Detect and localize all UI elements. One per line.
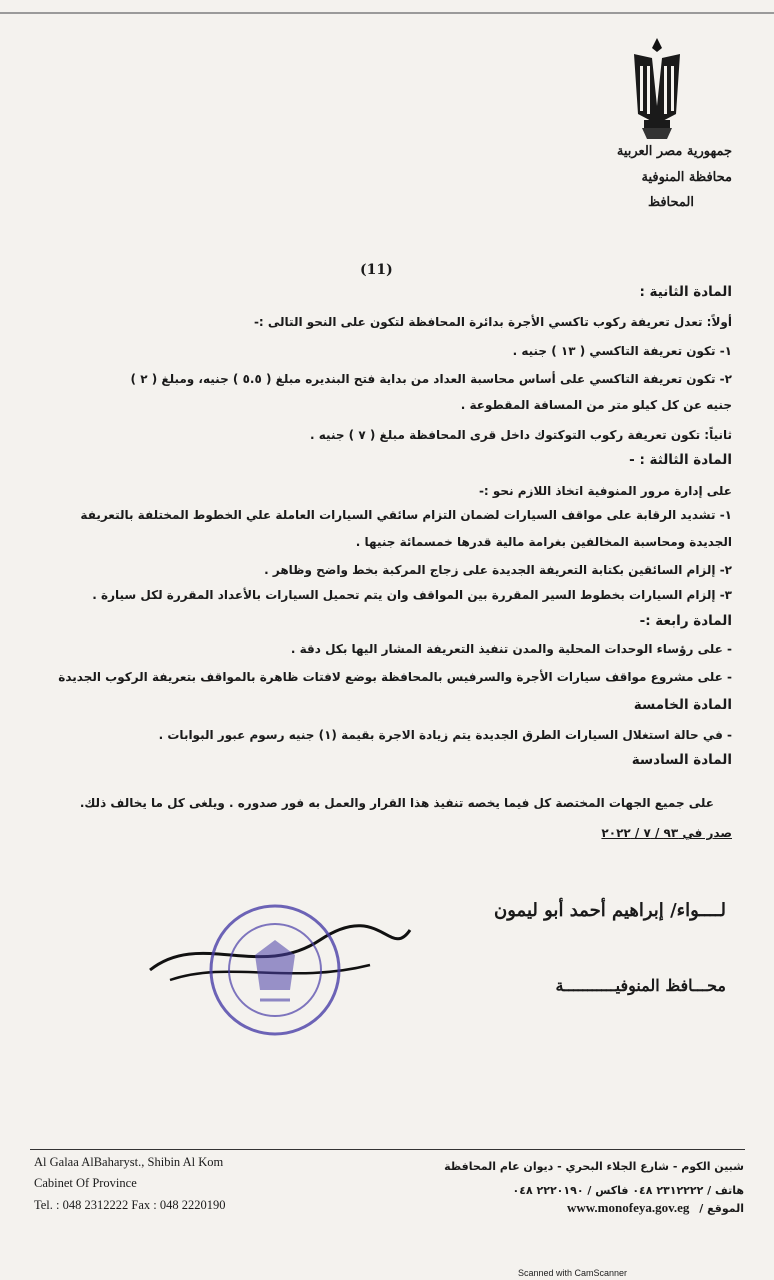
decree-line: ٢- تكون تعريفة التاكسي على أساس محاسبة العداد من بداية فتح البنديره مبلغ ( ٥.٥ ) جنيه، ومبلغ ( ٢ ) (130, 372, 732, 386)
decree-line: أولاً: تعدل تعريفة ركوب تاكسي الأجرة بدائرة المحافظة لتكون على النحو التالى :- (253, 315, 732, 329)
footer-phone-en: Tel. : 048 2312222 Fax : 048 2220190 (34, 1198, 226, 1212)
top-border (0, 12, 774, 14)
decree-line: صدر في ٩٣ / ٧ / ٢٠٢٢ (601, 826, 732, 840)
footer-address-ar: شبين الكوم - شارع الجلاء البحري - ديوان عام المحافظة (444, 1160, 744, 1173)
republic-name: جمهورية مصر العربية (616, 144, 732, 159)
eagle-emblem-icon (622, 36, 692, 141)
decree-line: ٣- إلزام السيارات بخطوط السير المقررة بين المواقف وان يتم تحميل السيارات بالأعداد المقررة لكل سيارة . (92, 588, 732, 602)
governor-office: المحافظ (648, 195, 694, 210)
decree-line: - في حالة استغلال السيارات الطرق الجديدة يتم زيادة الاجرة بقيمة (١) جنيه رسوم عبور البوابات . (158, 728, 732, 742)
article-heading: المادة الخامسة (633, 697, 732, 713)
article-heading: المادة رابعة :- (639, 613, 732, 629)
footer-address-en: Al Galaa AlBaharyst., Shibin Al Kom (34, 1155, 224, 1169)
decree-line: ثانياً: تكون تعريفة ركوب التوكتوك داخل قرى المحافظة مبلغ ( ٧ ) جنيه . (310, 428, 732, 442)
decree-line: ١- تشديد الرقابة على مواقف السيارات لضمان التزام سائقي السيارات العاملة علي الخطوط المختلفة بالتعريفة (80, 508, 732, 522)
signature-name: لــــواء/ إبراهيم أحمد أبو ليمون (494, 900, 726, 921)
page-number: (11) (360, 262, 393, 278)
article-heading: المادة الثالثة : - (629, 452, 732, 468)
article-heading: المادة الثانية : (639, 284, 732, 300)
governorate-name: محافظة المنوفية (641, 170, 732, 185)
decree-line: على جميع الجهات المختصة كل فيما يخصه تنفيذ هذا القرار والعمل به فور صدوره . ويلغى كل ما يخالف ذلك. (79, 796, 714, 810)
decree-line: - على رؤساء الوحدات المحلية والمدن تنفيذ التعريفة المشار اليها بكل دقة . (290, 642, 732, 656)
decree-line: جنيه عن كل كيلو متر من المسافة المقطوعة . (460, 398, 732, 412)
footer-divider (30, 1149, 745, 1150)
footer-website-link[interactable]: www.monofeya.gov.eg (566, 1200, 690, 1215)
signature-title: محـــافظ المنوفيـــــــــــة (555, 976, 726, 995)
footer-phone-ar: هاتف / ٢٣١٢٢٢٢ ٠٤٨ فاكس / ٢٢٢٠١٩٠ ٠٤٨ (512, 1184, 744, 1197)
decree-line: على إدارة مرور المنوفية اتخاذ اللازم نحو :- (478, 484, 732, 498)
footer-cabinet-en: Cabinet Of Province (34, 1176, 137, 1190)
decree-line: الجديدة ومحاسبة المخالفين بغرامة مالية قدرها خمسمائة جنيها . (355, 535, 732, 549)
official-seal-icon (200, 900, 350, 1040)
decree-line: ١- تكون تعريفة التاكسي ( ١٣ ) جنيه . (512, 344, 732, 358)
decree-line: ٢- إلزام السائقين بكتابة التعريفة الجديدة على زجاج المركبة بخط واضح وظاهر . (264, 563, 732, 577)
scanner-watermark: Scanned with CamScanner (518, 1268, 628, 1278)
article-heading: المادة السادسة (631, 752, 732, 768)
footer-website-label: الموقع / (699, 1202, 744, 1215)
footer-website-row (567, 1200, 744, 1216)
decree-line: - على مشروع مواقف سيارات الأجرة والسرفيس بالمحافظة بوضع لافتات ظاهرة بالمواقف بتعريفة الركوب الجديدة (58, 670, 732, 684)
